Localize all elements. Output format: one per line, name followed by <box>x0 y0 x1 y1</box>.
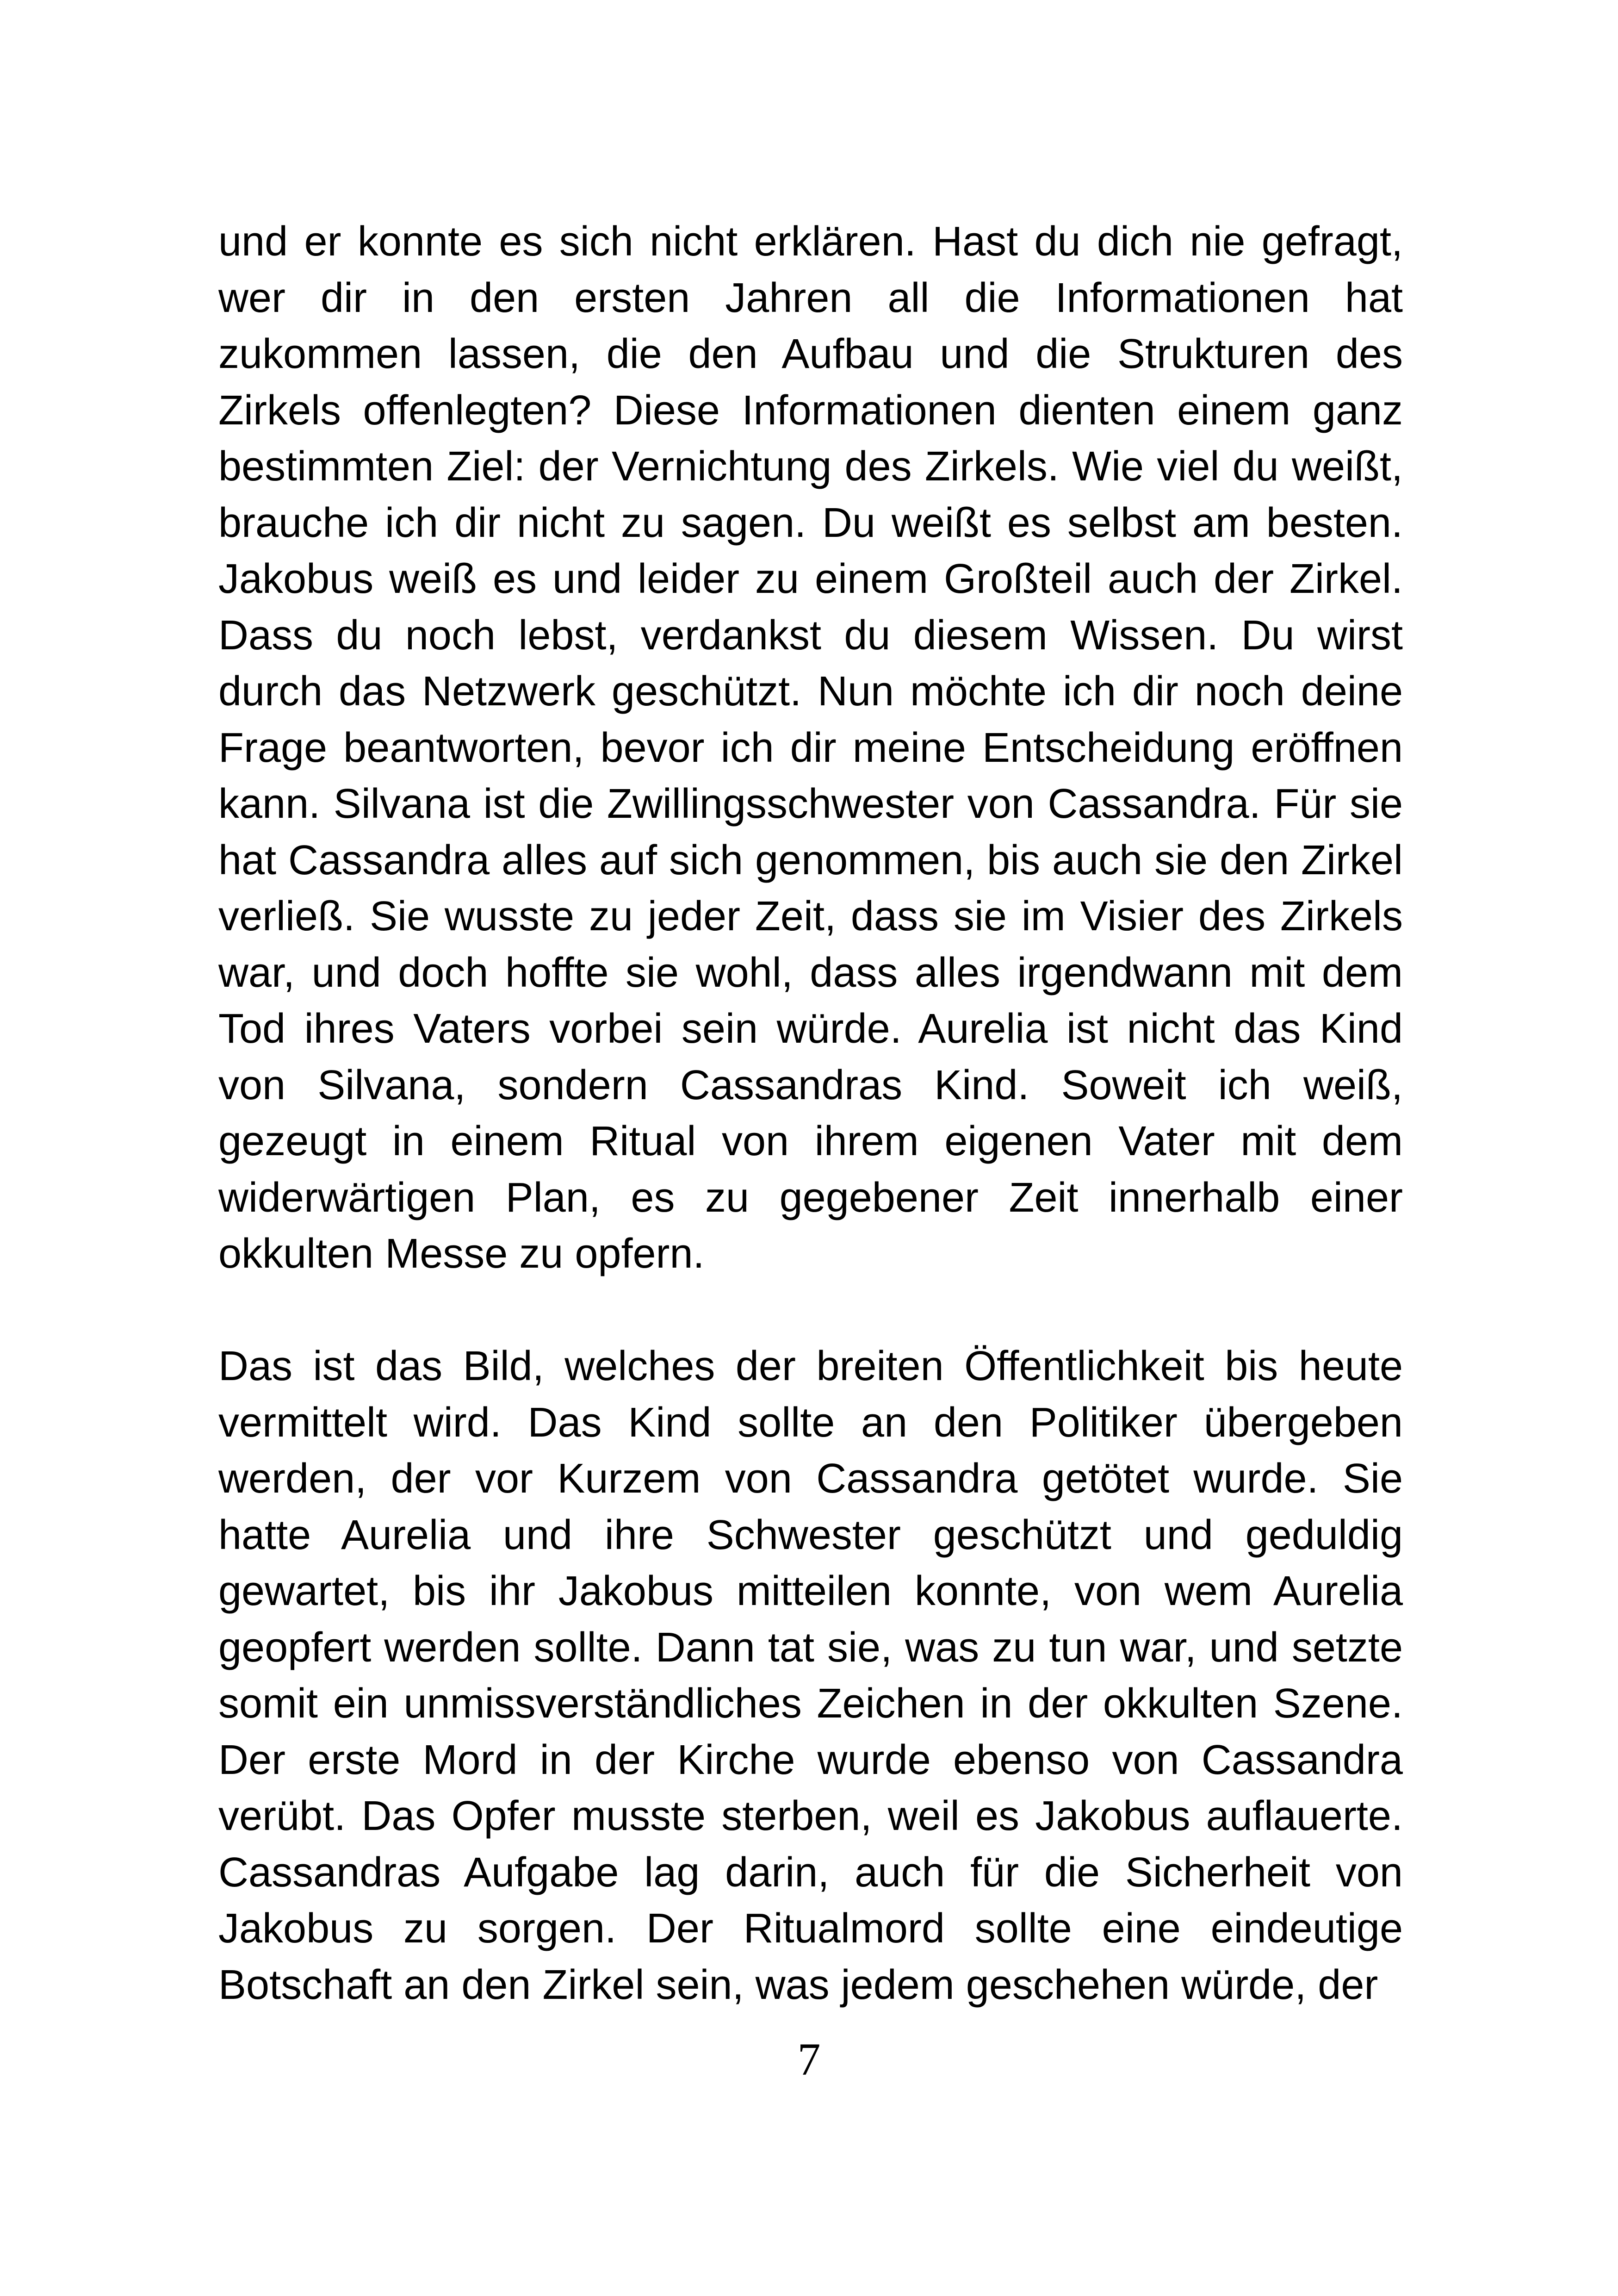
body-text <box>218 214 1403 2013</box>
page-number: 7 <box>797 2034 821 2085</box>
paragraph-1: und er konnte es sich nicht erklären. Hast du dich nie gefragt, wer dir in den ersten Jahren all die Informationen hat zukommen lassen, die den Aufbau und die Strukturen des Zirkels offenlegten? Diese Informationen dienten einem ganz bestimmten Ziel: der Vernichtung des Zirkels. Wie viel du weißt, brauche ich dir nicht zu sagen. Du weißt es selbst am besten. Jakobus weiß es und leider zu einem Großteil auch der Zirkel. Dass du noch lebst, verdankst du diesem Wissen. Du wirst durch das Netzwerk geschützt. Nun möchte ich dir noch deine Frage beantworten, bevor ich dir meine Entscheidung eröffnen kann. Silvana ist die Zwillingsschwester von Cassandra. Für sie hat Cassandra alles auf sich genommen, bis auch sie den Zirkel verließ. Sie wusste zu jeder Zeit, dass sie im Visier des Zirkels war, und doch hoffte sie wohl, dass alles irgendwann mit dem Tod ihres Vaters vorbei sein würde. Aurelia ist nicht das Kind von Silvana, sondern Cassandras Kind. Soweit ich weiß, gezeugt in einem Ritual von ihrem eigenen Vater mit dem widerwärtigen Plan, es zu gegebener Zeit innerhalb einer okkulten Messe zu opfern. <box>218 218 1403 1277</box>
paragraph-2: Das ist das Bild, welches der breiten Öffentlichkeit bis heute vermittelt wird. Das Kind sollte an den Politiker übergeben werden, der vor Kurzem von Cassandra getötet wurde. Sie hatte Aurelia und ihre Schwester geschützt und geduldig gewartet, bis ihr Jakobus mitteilen konnte, von wem Aurelia geopfert werden sollte. Dann tat sie, was zu tun war, und setzte somit ein unmissverständliches Zeichen in der okkulten Szene. Der erste Mord in der Kirche wurde ebenso von Cassandra verübt. Das Opfer musste sterben, weil es Jakobus auflauerte. Cassandras Aufgabe lag darin, auch für die Sicherheit von Jakobus zu sorgen. Der Ritualmord sollte eine eindeutige Botschaft an den Zirkel sein, was jedem geschehen würde, der <box>218 1343 1403 2008</box>
